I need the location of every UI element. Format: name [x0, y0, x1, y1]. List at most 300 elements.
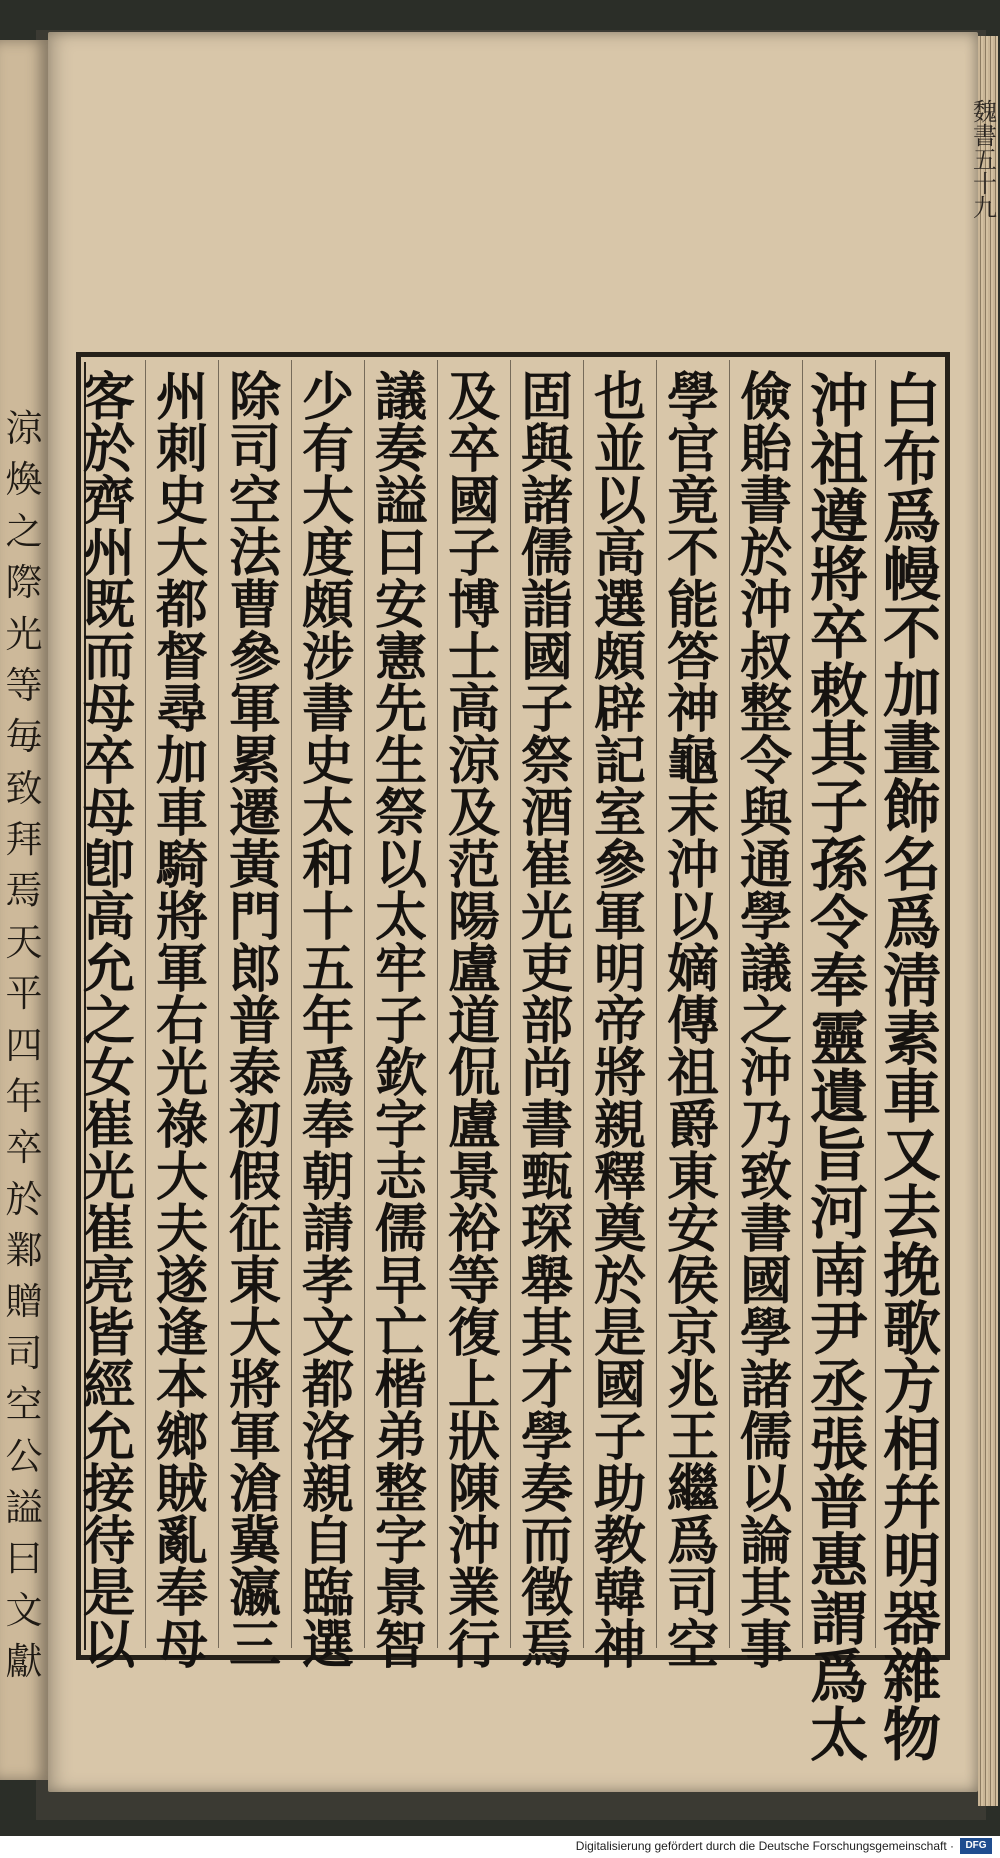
text-char: 挽	[882, 1237, 941, 1305]
text-char: 年	[301, 991, 354, 1052]
text-char: 儒	[374, 1199, 427, 1260]
text-char: 范	[447, 835, 500, 896]
text-char: 尚	[520, 1043, 573, 1104]
text-char: 助	[593, 1459, 646, 1520]
text-char: 賊	[155, 1459, 208, 1520]
text-column	[656, 367, 730, 1676]
text-char: 沖	[809, 367, 868, 435]
left-page-char: 贈	[5, 1280, 43, 1324]
text-char: 兆	[666, 1355, 719, 1416]
text-char: 陳	[447, 1459, 500, 1520]
text-char: 早	[374, 1251, 427, 1312]
text-char: 逢	[155, 1303, 208, 1364]
text-char: 祭	[520, 731, 573, 792]
text-char: 諸	[520, 471, 573, 532]
text-char: 謚	[374, 471, 427, 532]
text-char: 謂	[809, 1585, 868, 1653]
text-char: 酒	[520, 783, 573, 844]
text-char: 整	[374, 1459, 427, 1520]
left-page-char: 天	[5, 920, 43, 964]
text-char: 書	[739, 471, 792, 532]
text-char: 方	[882, 1353, 941, 1421]
text-char: 於	[739, 523, 792, 584]
text-char: 神	[593, 1615, 646, 1676]
text-char: 爲	[809, 1643, 868, 1711]
text-column	[729, 367, 803, 1676]
text-char: 亡	[374, 1303, 427, 1364]
text-char: 楷	[374, 1355, 427, 1416]
text-char: 參	[228, 627, 281, 688]
text-char: 繼	[666, 1459, 719, 1520]
text-char: 國	[520, 627, 573, 688]
text-char: 儉	[739, 367, 792, 428]
text-char: 答	[666, 627, 719, 688]
text-char: 以	[374, 835, 427, 896]
text-char: 以	[666, 887, 719, 948]
left-page-char: 焉	[5, 869, 43, 913]
text-char: 將	[809, 541, 868, 609]
text-char: 及	[447, 783, 500, 844]
text-char: 涉	[301, 627, 354, 688]
footer-credit: Digitalisierung gefördert durch die Deutsche Forschungsgemeinschaft ·	[575, 1839, 954, 1853]
text-char: 丞	[809, 1353, 868, 1421]
text-char: 吏	[520, 939, 573, 1000]
text-char: 選	[301, 1615, 354, 1676]
text-char: 不	[882, 599, 941, 667]
left-page-char: 獻	[5, 1640, 43, 1683]
column-rule	[875, 360, 876, 1648]
text-char: 既	[82, 575, 135, 636]
text-char: 皆	[82, 1303, 135, 1364]
text-char: 舉	[520, 1251, 573, 1312]
text-char: 光	[155, 1043, 208, 1104]
text-char: 曰	[374, 523, 427, 584]
text-char: 官	[666, 419, 719, 480]
left-page-char: 鄴	[5, 1229, 43, 1272]
text-char: 將	[228, 1355, 281, 1416]
left-page-char: 空	[5, 1383, 43, 1427]
text-char: 張	[809, 1411, 868, 1479]
left-page-char: 涼	[5, 407, 43, 450]
column-rule	[656, 360, 657, 1648]
text-char: 幔	[882, 541, 941, 609]
text-char: 國	[447, 471, 500, 532]
text-char: 崔	[520, 835, 573, 896]
text-char: 侯	[666, 1251, 719, 1312]
text-char: 州	[155, 367, 208, 428]
text-char: 奏	[520, 1459, 573, 1520]
text-char: 裕	[447, 1199, 500, 1260]
left-page-char: 卒	[5, 1126, 43, 1170]
text-char: 帝	[593, 991, 646, 1052]
text-char: 祿	[155, 1095, 208, 1156]
text-char: 素	[882, 1005, 941, 1073]
text-char: 軍	[228, 679, 281, 740]
text-char: 郎	[228, 939, 281, 1000]
text-char: 請	[301, 1199, 354, 1260]
text-char: 能	[666, 575, 719, 636]
text-char: 而	[520, 1511, 573, 1572]
text-char: 空	[228, 471, 281, 532]
text-char: 飾	[882, 773, 941, 841]
text-char: 大	[228, 1303, 281, 1364]
text-char: 安	[374, 575, 427, 636]
text-char: 崔	[82, 1199, 135, 1260]
text-char: 沖	[666, 835, 719, 896]
text-char: 淸	[882, 947, 941, 1015]
column-rule	[218, 360, 219, 1648]
text-char: 度	[301, 523, 354, 584]
text-char: 大	[301, 471, 354, 532]
text-char: 致	[739, 1147, 792, 1208]
text-char: 大	[155, 523, 208, 584]
text-char: 旨	[809, 1121, 868, 1189]
text-char: 議	[739, 939, 792, 1000]
text-char: 子	[374, 991, 427, 1052]
page-edge	[978, 36, 998, 1806]
text-char: 盧	[447, 939, 500, 1000]
text-char: 東	[228, 1251, 281, 1312]
text-char: 之	[82, 991, 135, 1052]
text-char: 書	[301, 679, 354, 740]
text-column	[510, 367, 584, 1676]
text-char: 道	[447, 991, 500, 1052]
text-char: 傳	[666, 991, 719, 1052]
text-char: 等	[447, 1251, 500, 1312]
text-char: 母	[82, 679, 135, 740]
text-char: 亂	[155, 1511, 208, 1572]
text-char: 夫	[155, 1199, 208, 1260]
text-char: 滄	[228, 1459, 281, 1520]
text-char: 並	[593, 419, 646, 480]
text-column	[875, 367, 949, 1769]
text-char: 軍	[155, 939, 208, 1000]
text-char: 明	[593, 939, 646, 1000]
text-char: 高	[447, 679, 500, 740]
text-char: 生	[374, 731, 427, 792]
left-page-char: 謚	[5, 1485, 43, 1529]
text-char: 軍	[593, 887, 646, 948]
text-char: 侃	[447, 1043, 500, 1104]
text-char: 學	[666, 367, 719, 428]
text-char: 釋	[593, 1147, 646, 1208]
text-char: 事	[739, 1615, 792, 1676]
text-char: 客	[82, 367, 135, 428]
text-char: 惠	[809, 1527, 868, 1595]
text-column	[218, 367, 292, 1676]
text-char: 高	[593, 523, 646, 584]
left-page-column	[4, 407, 44, 1683]
text-char: 文	[301, 1303, 354, 1364]
text-char: 明	[882, 1527, 941, 1595]
text-char: 記	[593, 731, 646, 792]
text-char: 卒	[82, 731, 135, 792]
text-char: 卽	[82, 835, 135, 896]
text-char: 和	[301, 835, 354, 896]
text-char: 允	[82, 939, 135, 1000]
text-char: 書	[739, 1199, 792, 1260]
text-char: 軍	[228, 1407, 281, 1468]
text-char: 其	[739, 1563, 792, 1624]
text-char: 洛	[301, 1407, 354, 1468]
text-char: 歌	[882, 1295, 941, 1363]
text-char: 行	[447, 1615, 500, 1676]
text-char: 爲	[882, 889, 941, 957]
text-char: 太	[301, 783, 354, 844]
text-char: 太	[809, 1701, 868, 1769]
text-char: 允	[82, 1407, 135, 1468]
text-char: 博	[447, 575, 500, 636]
text-char: 神	[666, 679, 719, 740]
text-char: 牢	[374, 939, 427, 1000]
text-char: 龜	[666, 731, 719, 792]
text-column	[583, 367, 657, 1676]
text-char: 詣	[520, 575, 573, 636]
column-rule	[145, 360, 146, 1648]
text-char: 接	[82, 1459, 135, 1520]
text-char: 初	[228, 1095, 281, 1156]
text-char: 都	[301, 1355, 354, 1416]
text-char: 固	[520, 367, 573, 428]
text-char: 爵	[666, 1095, 719, 1156]
text-char: 鄉	[155, 1407, 208, 1468]
text-char: 朝	[301, 1147, 354, 1208]
column-rule	[364, 360, 365, 1648]
text-char: 議	[374, 367, 427, 428]
text-char: 除	[228, 367, 281, 428]
text-char: 車	[882, 1063, 941, 1131]
text-char: 南	[809, 1237, 868, 1305]
text-char: 經	[82, 1355, 135, 1416]
text-column	[72, 367, 146, 1676]
column-rule	[729, 360, 730, 1648]
text-char: 普	[228, 991, 281, 1052]
text-char: 上	[447, 1355, 500, 1416]
text-char: 奏	[374, 419, 427, 480]
text-char: 加	[882, 657, 941, 725]
left-page-char: 四	[5, 1023, 43, 1067]
text-char: 太	[374, 887, 427, 948]
text-char: 是	[593, 1303, 646, 1364]
text-char: 景	[374, 1563, 427, 1624]
text-char: 奠	[593, 1199, 646, 1260]
text-char: 征	[228, 1199, 281, 1260]
text-char: 奉	[301, 1095, 354, 1156]
text-char: 與	[739, 783, 792, 844]
text-char: 爲	[882, 483, 941, 551]
text-char: 女	[82, 1043, 135, 1104]
text-char: 字	[374, 1511, 427, 1572]
text-char: 令	[809, 889, 868, 957]
text-char: 冀	[228, 1511, 281, 1572]
text-char: 子	[809, 773, 868, 841]
text-char: 參	[593, 835, 646, 896]
text-char: 史	[301, 731, 354, 792]
edge-label-char: 書	[973, 122, 997, 150]
text-char: 司	[666, 1563, 719, 1624]
text-char: 母	[82, 783, 135, 844]
text-char: 徵	[520, 1563, 573, 1624]
text-char: 爲	[666, 1511, 719, 1572]
text-char: 部	[520, 991, 573, 1052]
text-char: 累	[228, 731, 281, 792]
text-char: 諸	[739, 1355, 792, 1416]
text-char: 親	[301, 1459, 354, 1520]
text-char: 雜	[882, 1643, 941, 1711]
text-char: 涼	[447, 731, 500, 792]
text-char: 物	[882, 1701, 941, 1769]
text-char: 沖	[447, 1511, 500, 1572]
text-char: 欽	[374, 1043, 427, 1104]
left-page-char: 毎	[5, 715, 43, 759]
text-char: 光	[82, 1147, 135, 1208]
text-char: 孫	[809, 831, 868, 899]
text-char: 十	[301, 887, 354, 948]
text-char: 空	[666, 1615, 719, 1676]
left-page-char: 於	[5, 1177, 43, 1221]
text-char: 普	[809, 1469, 868, 1537]
text-char: 右	[155, 991, 208, 1052]
left-page-char: 之	[5, 509, 43, 553]
text-char: 盧	[447, 1095, 500, 1156]
text-char: 而	[82, 627, 135, 688]
text-char: 令	[739, 731, 792, 792]
text-char: 瀛	[228, 1563, 281, 1624]
text-char: 器	[882, 1585, 941, 1653]
text-char: 奉	[155, 1563, 208, 1624]
text-char: 琛	[520, 1199, 573, 1260]
text-char: 史	[155, 471, 208, 532]
text-column	[364, 367, 438, 1676]
left-page-char: 公	[5, 1434, 43, 1478]
text-char: 及	[447, 367, 500, 428]
text-char: 待	[82, 1511, 135, 1572]
text-char: 孝	[301, 1251, 354, 1312]
text-char: 才	[520, 1355, 573, 1416]
text-char: 本	[155, 1355, 208, 1416]
edge-label-char: 五	[973, 146, 997, 174]
text-char: 國	[593, 1355, 646, 1416]
text-char: 憲	[374, 627, 427, 688]
left-page-char: 文	[5, 1588, 43, 1632]
text-char: 卒	[447, 419, 500, 480]
edge-label-char: 魏	[973, 98, 997, 126]
text-char: 將	[155, 887, 208, 948]
text-char: 少	[301, 367, 354, 428]
text-char: 景	[447, 1147, 500, 1208]
text-column	[145, 367, 219, 1676]
column-rule	[291, 360, 292, 1648]
text-char: 其	[520, 1303, 573, 1364]
text-char: 靈	[809, 1005, 868, 1073]
edge-label-char: 九	[973, 194, 997, 222]
text-char: 遂	[155, 1251, 208, 1312]
text-char: 學	[739, 1303, 792, 1364]
text-char: 以	[593, 471, 646, 532]
text-char: 是	[82, 1563, 135, 1624]
text-char: 遷	[228, 783, 281, 844]
text-char: 智	[374, 1615, 427, 1676]
text-char: 假	[228, 1147, 281, 1208]
text-char: 高	[82, 887, 135, 948]
text-char: 與	[520, 419, 573, 480]
text-char: 狀	[447, 1407, 500, 1468]
text-char: 學	[739, 887, 792, 948]
text-char: 於	[593, 1251, 646, 1312]
text-char: 名	[882, 831, 941, 899]
text-char: 將	[593, 1043, 646, 1104]
text-char: 司	[228, 419, 281, 480]
text-char: 頗	[301, 575, 354, 636]
text-char: 士	[447, 627, 500, 688]
text-char: 遺	[809, 1063, 868, 1131]
text-char: 復	[447, 1303, 500, 1364]
text-char: 大	[155, 1147, 208, 1208]
left-page-char: 曰	[5, 1537, 43, 1581]
text-char: 陽	[447, 887, 500, 948]
text-char: 末	[666, 783, 719, 844]
left-page-char: 煥	[5, 458, 43, 502]
text-char: 室	[593, 783, 646, 844]
text-char: 都	[155, 575, 208, 636]
text-column	[291, 367, 365, 1676]
text-char: 字	[374, 1095, 427, 1156]
text-char: 尋	[155, 679, 208, 740]
text-char: 教	[593, 1511, 646, 1572]
text-char: 叔	[739, 627, 792, 688]
dfg-logo: DFG	[960, 1838, 992, 1854]
text-char: 以	[82, 1615, 135, 1676]
text-char: 州	[82, 523, 135, 584]
text-char: 京	[666, 1303, 719, 1364]
text-char: 書	[520, 1095, 573, 1156]
left-page-char: 際	[5, 561, 43, 605]
left-page-char: 致	[5, 766, 43, 810]
text-column	[437, 367, 511, 1676]
left-page-char: 司	[5, 1331, 43, 1375]
text-char: 儒	[520, 523, 573, 584]
text-char: 通	[739, 835, 792, 896]
column-rule	[802, 360, 803, 1648]
text-char: 祭	[374, 783, 427, 844]
text-char: 論	[739, 1511, 792, 1572]
text-char: 三	[228, 1615, 281, 1676]
text-char: 法	[228, 523, 281, 584]
text-char: 母	[155, 1615, 208, 1676]
text-char: 祖	[809, 425, 868, 493]
text-char: 儒	[739, 1407, 792, 1468]
text-char: 亮	[82, 1251, 135, 1312]
text-char: 國	[739, 1251, 792, 1312]
text-char: 辟	[593, 679, 646, 740]
text-char: 學	[520, 1407, 573, 1468]
text-char: 加	[155, 731, 208, 792]
text-char: 刺	[155, 419, 208, 480]
edge-label	[970, 100, 1000, 260]
text-char: 嫡	[666, 939, 719, 1000]
text-char: 幷	[882, 1469, 941, 1537]
left-page	[0, 40, 51, 1780]
text-char: 弟	[374, 1407, 427, 1468]
text-char: 有	[301, 419, 354, 480]
edge-label-char: 十	[973, 170, 997, 198]
text-char: 白	[882, 367, 941, 435]
text-char: 於	[82, 419, 135, 480]
text-char: 尹	[809, 1295, 868, 1363]
text-char: 頗	[593, 627, 646, 688]
text-char: 業	[447, 1563, 500, 1624]
text-char: 親	[593, 1095, 646, 1156]
